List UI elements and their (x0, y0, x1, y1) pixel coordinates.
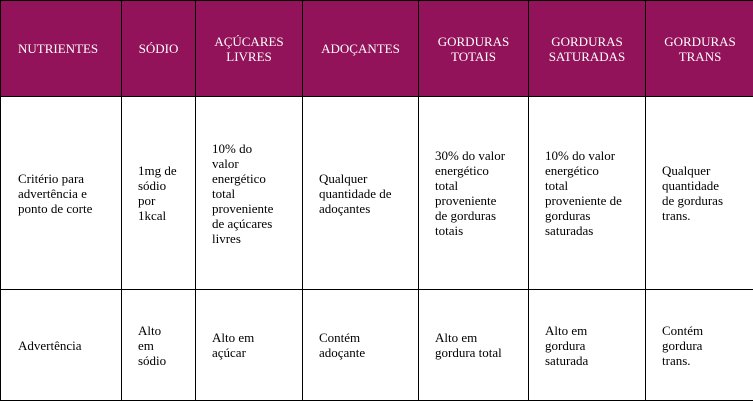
table-cell: Qualquer quantidade de gorduras trans. (646, 97, 753, 290)
table-cell: Qualquer quantidade de adoçantes (303, 97, 419, 290)
table-cell: 10% do valor energético total proveniente de gorduras saturadas (529, 97, 646, 290)
row-label-advertencia: Advertência (1, 290, 122, 401)
table-cell: 30% do valor energético total proveniente de gorduras totais (419, 97, 529, 290)
row-label-criterio: Critério para advertência e ponto de corte (1, 97, 122, 290)
table-cell: Alto em gordura total (419, 290, 529, 401)
table-row (1, 290, 753, 401)
header-gorduras-totais: GORDURAS TOTAIS (419, 1, 529, 97)
header-gorduras-trans: GORDURAS TRANS (646, 1, 753, 97)
table-cell: 10% do valor energético total proveniente de açúcares livres (196, 97, 303, 290)
header-nutrientes: NUTRIENTES (1, 1, 122, 97)
header-acucares-livres: AÇÚCARES LIVRES (196, 1, 303, 97)
table-cell: 1mg de sódio por 1kcal (122, 97, 196, 290)
header-adocantes: ADOÇANTES (303, 1, 419, 97)
header-sodio: SÓDIO (122, 1, 196, 97)
table-cell: Alto em açúcar (196, 290, 303, 401)
table-cell: Contém adoçante (303, 290, 419, 401)
table-cell: Alto em sódio (122, 290, 196, 401)
table-row (1, 97, 753, 290)
header-row (1, 1, 753, 97)
table-cell: Alto em gordura saturada (529, 290, 646, 401)
table-cell: Contém gordura trans. (646, 290, 753, 401)
header-gorduras-saturadas: GORDURAS SATURADAS (529, 1, 646, 97)
